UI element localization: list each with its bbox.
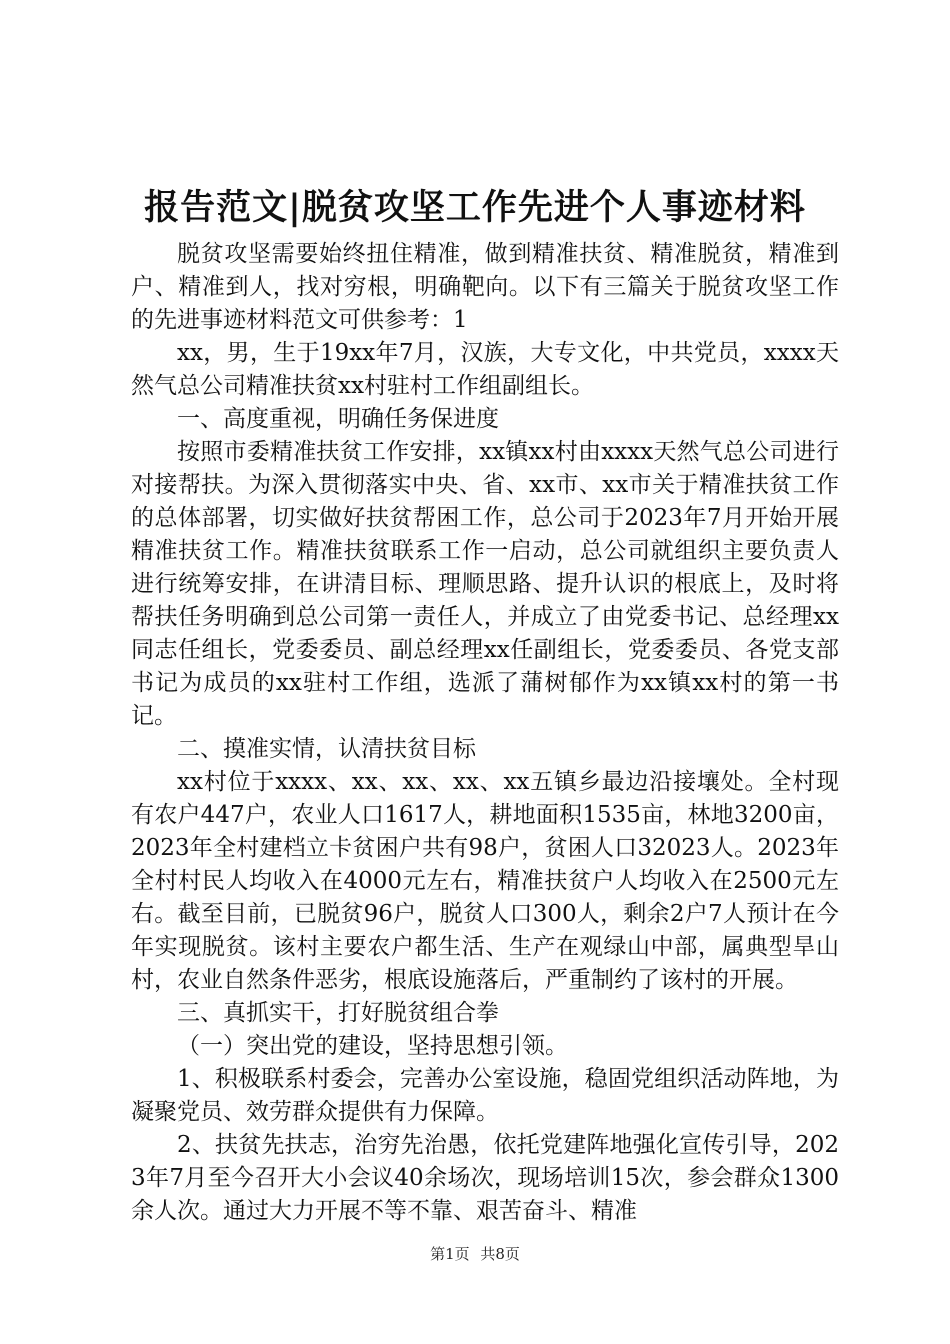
page-number: 第1页: [430, 1245, 470, 1263]
subsection-heading-1: （一）突出党的建设，坚持思想引领。: [177, 1033, 568, 1059]
section-heading-2: 二、摸准实情，认清扶贫目标: [177, 736, 476, 762]
section-heading-1: 一、高度重视，明确任务保进度: [177, 406, 499, 432]
paragraph-section-2: xx村位于xxxx、xx、xx、xx、xx五镇乡最边沿接壤处。全村现有农户447户，农业人口1617人，耕地面积1535亩，林地3200亩，2023年全村建档立卡贫困户共有98户，贫困人口32023人。2023年全村村民人均收入在4000元左右，精准扶贫户人均收入在2500元左右。截至目前，已脱贫96户，脱贫人口300人，剩余2户7人预计在今年实现脱贫。该村主要农户都生活、生产在观绿山中部，属典型旱山村，农业自然条件恶劣，根底设施落后，严重制约了该村的开展。: [131, 769, 839, 993]
page-total: 共8页: [480, 1245, 520, 1263]
paragraph-intro: 脱贫攻坚需要始终扭住精准，做到精准扶贫、精准脱贫，精准到户、精准到人，找对穷根，明确靶向。以下有三篇关于脱贫攻坚工作的先进事迹材料范文可供参考：1: [131, 241, 839, 333]
document-body: [131, 238, 839, 1228]
paragraph-profile: xx，男，生于19xx年7月，汉族，大专文化，中共党员，xxxx天然气总公司精准扶贫xx村驻村工作组副组长。: [131, 340, 839, 399]
page-footer: [0, 1244, 950, 1264]
paragraph-section-1: 按照市委精准扶贫工作安排，xx镇xx村由xxxx天然气总公司进行对接帮扶。为深入贯彻落实中央、省、xx市、xx市关于精准扶贫工作的总体部署，切实做好扶贫帮困工作，总公司于2023年7月开始开展精准扶贫工作。精准扶贫联系工作一启动，总公司就组织主要负责人进行统筹安排，在讲清目标、理顺思路、提升认识的根底上，及时将帮扶任务明确到总公司第一责任人，并成立了由党委书记、总经理xx同志任组长，党委委员、副总经理xx任副组长，党委委员、各党支部书记为成员的xx驻村工作组，选派了蒲树郁作为xx镇xx村的第一书记。: [131, 439, 839, 729]
list-item: 1、积极联系村委会，完善办公室设施，稳固党组织活动阵地，为凝聚党员、效劳群众提供有力保障。: [131, 1066, 839, 1125]
list-item: 2、扶贫先扶志，治穷先治愚，依托党建阵地强化宣传引导，2023年7月至今召开大小会议40余场次，现场培训15次，参会群众1300余人次。通过大力开展不等不靠、艰苦奋斗、精准: [131, 1132, 839, 1224]
document-title: 报告范文|脱贫攻坚工作先进个人事迹材料: [144, 187, 806, 228]
section-heading-3: 三、真抓实干，打好脱贫组合拳: [177, 1000, 499, 1026]
